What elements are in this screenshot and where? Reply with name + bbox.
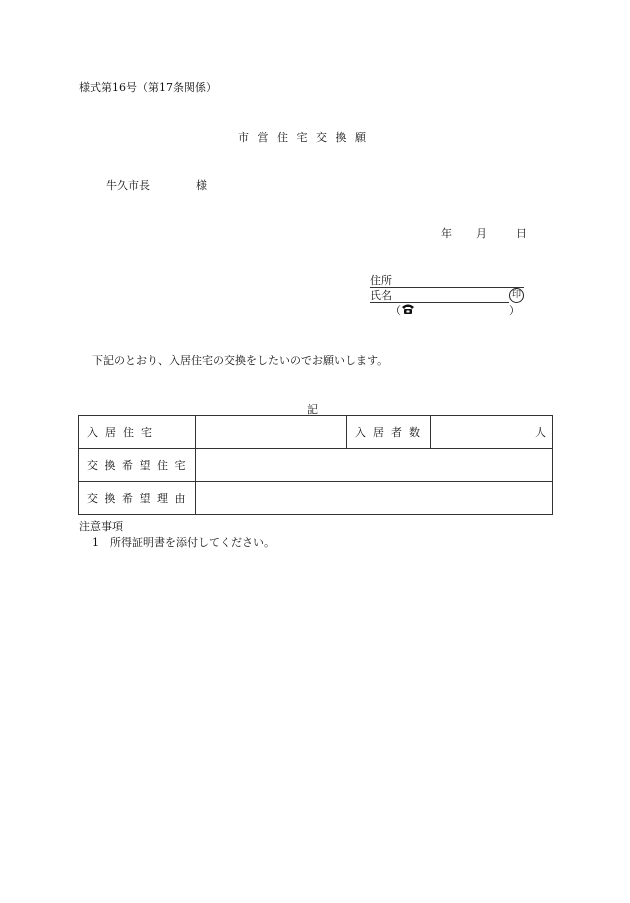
name-label: 氏名 [370, 289, 392, 302]
addressee [106, 177, 207, 193]
occupants-value[interactable] [431, 416, 553, 449]
occupants-label: 入居者数 [347, 416, 431, 449]
year-label: 年 [441, 227, 452, 240]
name-row [370, 288, 524, 303]
application-table [78, 415, 553, 515]
applicant-block [370, 273, 524, 318]
reason-value[interactable] [196, 482, 553, 515]
intro-text: 下記のとおり、入居住宅の交換をしたいのでお願いします。 [92, 354, 389, 367]
current-house-label: 入居住宅 [79, 416, 196, 449]
desired-house-value[interactable] [196, 449, 553, 482]
ki-heading: 記 [307, 403, 318, 416]
occupants-unit: 人 [535, 426, 546, 439]
note-item [92, 534, 275, 550]
address-label: 住所 [370, 274, 392, 287]
note-number: 1 [92, 536, 99, 549]
reason-row [79, 482, 553, 515]
document-title: 市営住宅交換願 [238, 131, 375, 144]
day-label: 日 [516, 227, 527, 240]
month-label: 月 [476, 227, 487, 240]
current-house-row [79, 416, 553, 449]
tel-row [370, 303, 524, 318]
address-row [370, 273, 524, 288]
tel-open-paren: （ [390, 304, 401, 317]
addressee-mayor: 牛久市長 [106, 179, 150, 192]
tel-close-paren: ） [509, 304, 520, 317]
seal-mark: 印 [509, 288, 524, 303]
addressee-honorific: 様 [196, 179, 207, 192]
note-text: 所得証明書を添付してください。 [110, 536, 275, 549]
telephone-icon [401, 303, 415, 319]
desired-house-label: 交換希望住宅 [79, 449, 196, 482]
reason-label: 交換希望理由 [79, 482, 196, 515]
current-house-value[interactable] [196, 416, 347, 449]
desired-house-row [79, 449, 553, 482]
form-number: 様式第16号（第17条関係） [79, 81, 217, 94]
date-fields [441, 225, 527, 241]
notes-title: 注意事項 [79, 520, 123, 533]
